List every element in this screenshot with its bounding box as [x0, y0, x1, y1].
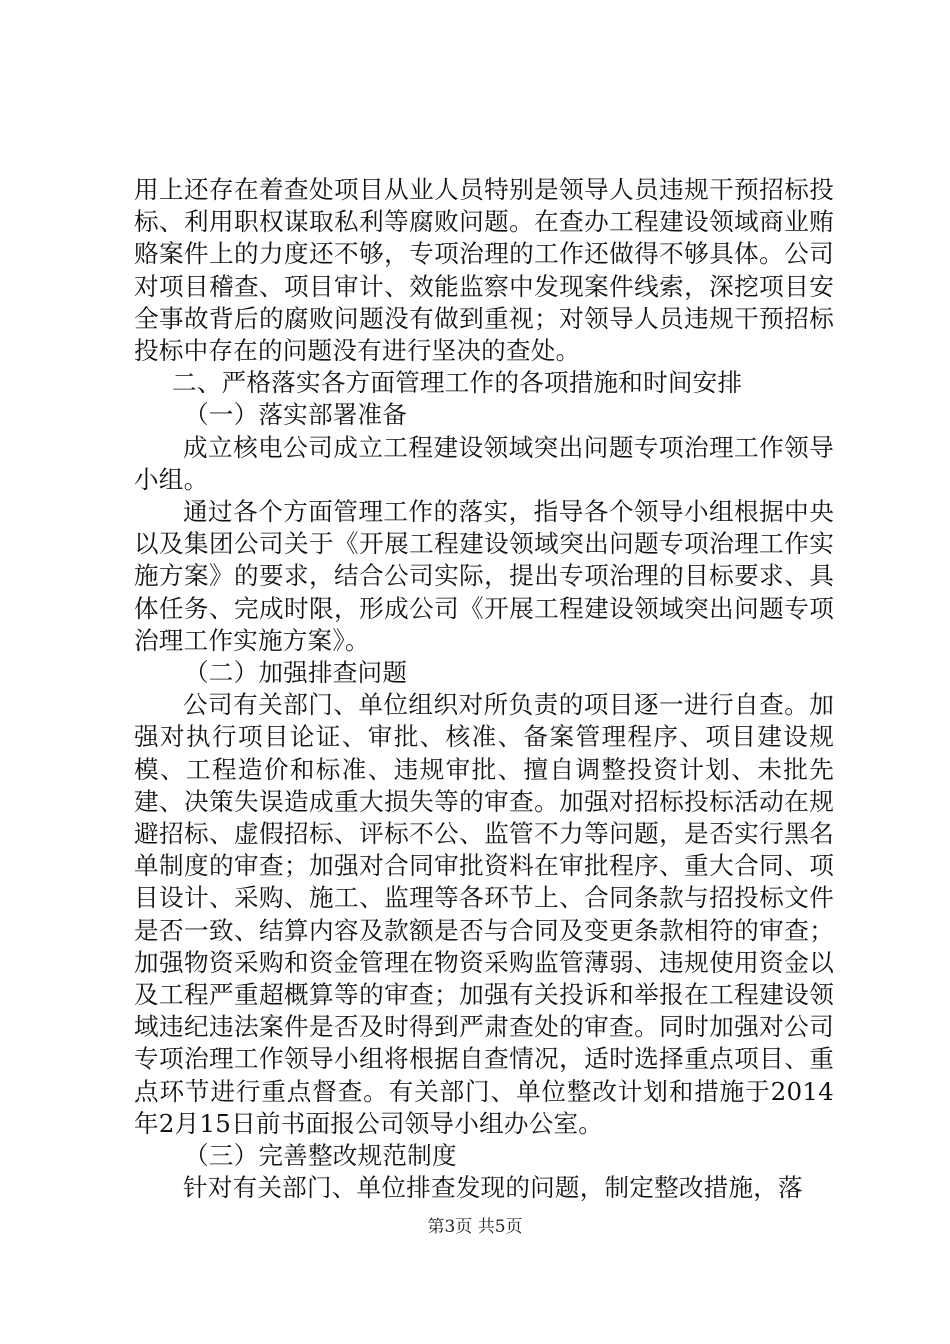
- paragraph-continuation: 用上还存在着查处项目从业人员特别是领导人员违规干预招标投标、利用职权谋取私利等腐败问题。在查办工程建设领域商业贿赂案件上的力度还不够，专项治理的工作还做得不够具体。公司对项目稽查、项目审计、效能监察中发现案件线索，深挖项目安全事故背后的腐败问题没有做到重视；对领导人员违规干预招标投标中存在的问题没有进行坚决的查处。: [134, 175, 834, 366]
- section-heading: 二、严格落实各方面管理工作的各项措施和时间安排: [172, 368, 743, 398]
- paragraph: 针对有关部门、单位排查发现的问题，制定整改措施，落: [183, 1173, 803, 1203]
- subsection-heading: （三）完善整改规范制度: [184, 1141, 457, 1171]
- subsection-heading: （二）加强排查问题: [184, 658, 408, 688]
- subsection-heading: （一）落实部署准备: [184, 400, 408, 430]
- paragraph: 成立核电公司成立工程建设领域突出问题专项治理工作领导小组。: [134, 432, 834, 494]
- paragraph: 公司有关部门、单位组织对所负责的项目逐一进行自查。加强对执行项目论证、审批、核准、备案管理程序、项目建设规模、工程造价和标准、违规审批、擅自调整投资计划、未批先建、决策失误造成重大损失等的审查。加强对招标投标活动在规避招标、虚假招标、评标不公、监管不力等问题，是否实行黑名单制度的审查；加强对合同审批资料在审批程序、重大合同、项目设计、采购、施工、监理等各环节上、合同条款与招投标文件是否一致、结算内容及款额是否与合同及变更条款相符的审查；加强物资采购和资金管理在物资采购监管薄弱、违规使用资金以及工程严重超概算等的审查；加强有关投诉和举报在工程建设领域违纪违法案件是否及时得到严肃查处的审查。同时加强对公司专项治理工作领导小组将根据自查情况，适时选择重点项目、重点环节进行重点督查。有关部门、单位整改计划和措施于2014年2月15日前书面报公司领导小组办公室。: [134, 690, 834, 1138]
- page-number-footer: 第3页 共5页: [427, 1217, 523, 1237]
- document-body: [134, 174, 834, 1205]
- paragraph: 通过各个方面管理工作的落实，指导各个领导小组根据中央以及集团公司关于《开展工程建设领域突出问题专项治理工作实施方案》的要求，结合公司实际，提出专项治理的目标要求、具体任务、完成时限，形成公司《开展工程建设领域突出问题专项治理工作实施方案》。: [134, 497, 834, 655]
